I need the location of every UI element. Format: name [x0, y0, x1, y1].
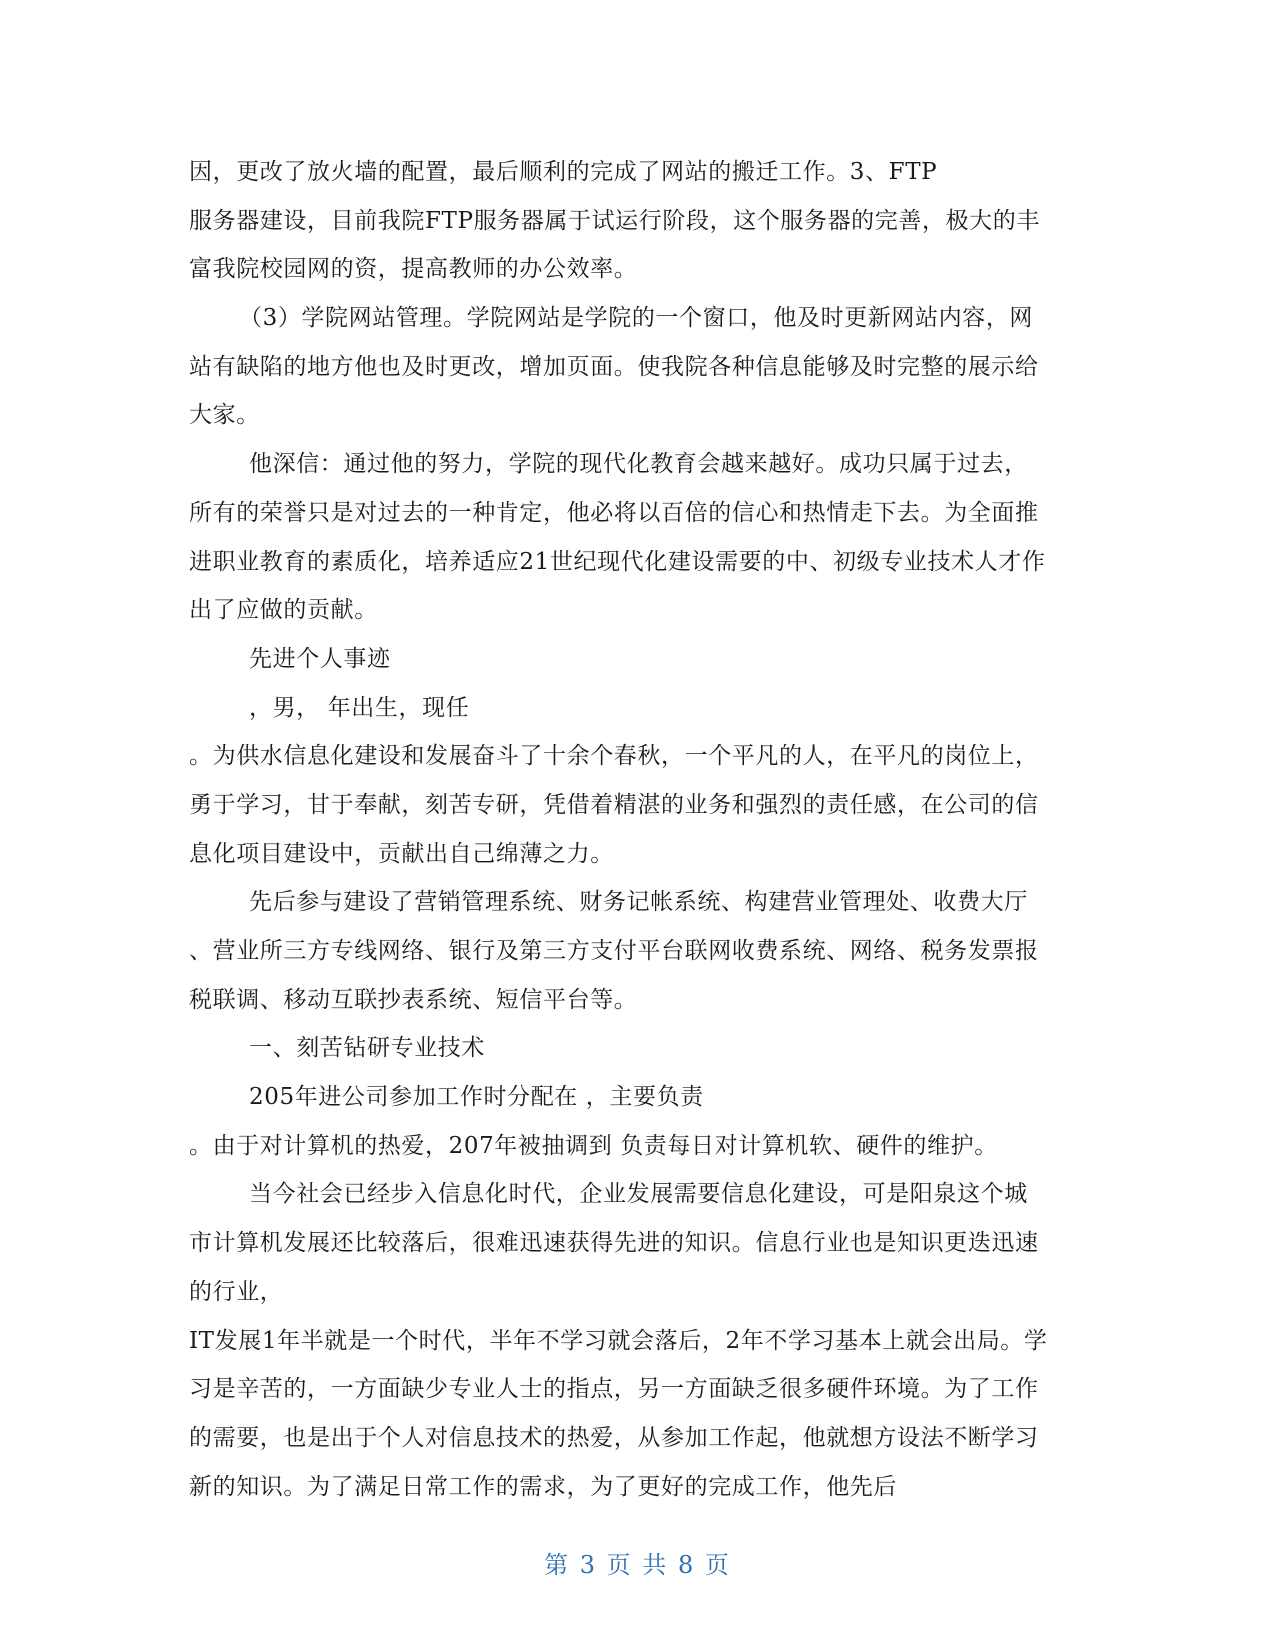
text-line: 市计算机发展还比较落后，很难迅速获得先进的知识。信息行业也是知识更迭迅速 [189, 1230, 1039, 1257]
page-number-footer: 第 3 页 共 8 页 [544, 1551, 731, 1579]
text-line: 因，更改了放火墙的配置，最后顺利的完成了网站的搬迁工作。3、FTP [189, 159, 938, 185]
text-line: 先后参与建设了营销管理系统、财务记帐系统、构建营业管理处、收费大厅 [249, 889, 1028, 916]
section-title: 先进个人事迹 [249, 645, 391, 672]
body-text [189, 148, 1089, 1511]
text-line: 站有缺陷的地方他也及时更改，增加页面。使我院各种信息能够及时完整的展示给 [189, 353, 1039, 380]
text-line: 大家。 [189, 402, 260, 429]
text-line: 所有的荣誉只是对过去的一种肯定，他必将以百倍的信心和热情走下去。为全面推 [189, 499, 1039, 526]
text-line: 的行业， [189, 1278, 284, 1305]
text-line: 新的知识。为了满足日常工作的需求，为了更好的完成工作，他先后 [189, 1473, 897, 1500]
text-line: 进职业教育的素质化，培养适应21世纪现代化建设需要的中、初级专业技术人才作 [189, 548, 1046, 575]
text-line: 勇于学习，甘于奉献，刻苦专研，凭借着精湛的业务和强烈的责任感，在公司的信 [189, 791, 1039, 818]
text-line: 习是辛苦的，一方面缺少专业人士的指点，另一方面缺乏很多硬件环境。为了工作 [189, 1376, 1039, 1403]
text-line: 。由于对计算机的热爱，207年被抽调到 负责每日对计算机软、硬件的维护。 [189, 1132, 998, 1159]
text-line: 他深信：通过他的努力，学院的现代化教育会越来越好。成功只属于过去， [249, 451, 1028, 478]
text-line: 的需要，也是出于个人对信息技术的热爱，从参加工作起，他就想方设法不断学习 [189, 1424, 1039, 1451]
text-line: 息化项目建设中，贡献出自己绵薄之力。 [189, 840, 614, 867]
text-line: 出了应做的贡献。 [189, 597, 378, 624]
text-line: ，男， 年出生，现任 [249, 694, 470, 721]
text-line: IT发展1年半就是一个时代，半年不学习就会落后，2年不学习基本上就会出局。学 [189, 1327, 1048, 1354]
text-line: 服务器建设，目前我院FTP服务器属于试运行阶段，这个服务器的完善，极大的丰 [189, 207, 1040, 234]
text-line: （3）学院网站管理。学院网站是学院的一个窗口，他及时更新网站内容，网 [239, 305, 1034, 332]
text-line: 富我院校园网的资，提高教师的办公效率。 [189, 256, 638, 283]
text-line: 、营业所三方专线网络、银行及第三方支付平台联网收费系统、网络、税务发票报 [189, 938, 1039, 964]
text-line: 205年进公司参加工作时分配在 ，主要负责 [249, 1084, 704, 1111]
text-line: 税联调、移动互联抄表系统、短信平台等。 [189, 986, 638, 1013]
section-heading: 一、刻苦钻研专业技术 [249, 1035, 485, 1062]
text-line: 。为供水信息化建设和发展奋斗了十余个春秋，一个平凡的人，在平凡的岗位上， [189, 743, 1039, 770]
text-line: 当今社会已经步入信息化时代，企业发展需要信息化建设，可是阳泉这个城 [249, 1181, 1028, 1208]
